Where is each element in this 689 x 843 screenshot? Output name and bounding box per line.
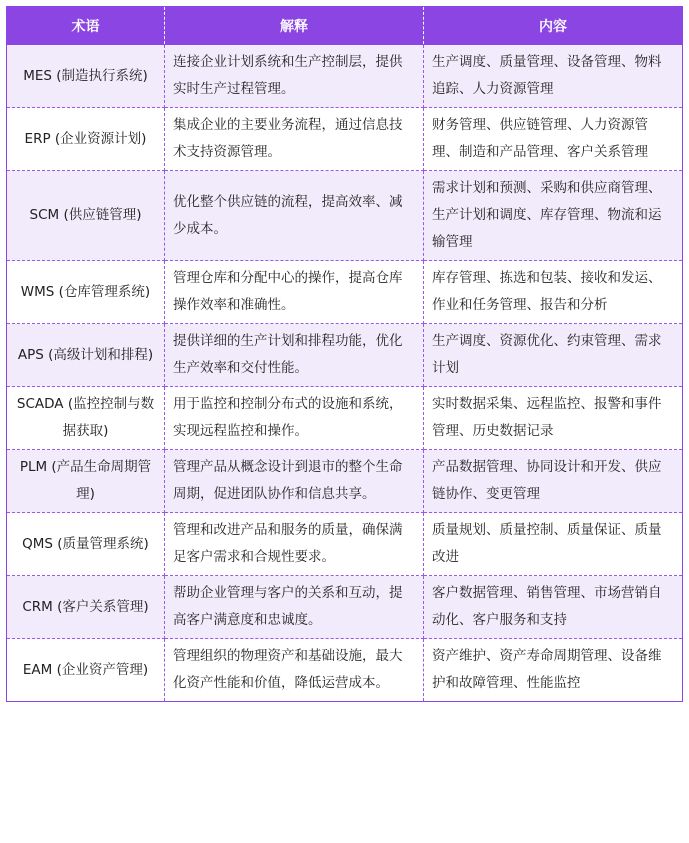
header-row — [7, 7, 683, 45]
term-cell: SCM (供应链管理) — [7, 171, 165, 261]
glossary-table — [6, 6, 683, 702]
table-row — [7, 45, 683, 108]
content-cell: 生产调度、质量管理、设备管理、物料追踪、人力资源管理 — [424, 45, 683, 108]
term-cell: SCADA (监控控制与数据获取) — [7, 387, 165, 450]
table-row — [7, 576, 683, 639]
explanation-cell: 集成企业的主要业务流程，通过信息技术支持资源管理。 — [165, 108, 424, 171]
content-cell: 需求计划和预测、采购和供应商管理、生产计划和调度、库存管理、物流和运输管理 — [424, 171, 683, 261]
term-cell: WMS (仓库管理系统) — [7, 261, 165, 324]
table-row — [7, 639, 683, 702]
explanation-cell: 连接企业计划系统和生产控制层，提供实时生产过程管理。 — [165, 45, 424, 108]
table-row — [7, 108, 683, 171]
content-cell: 产品数据管理、协同设计和开发、供应链协作、变更管理 — [424, 450, 683, 513]
content-cell: 生产调度、资源优化、约束管理、需求计划 — [424, 324, 683, 387]
term-cell: QMS (质量管理系统) — [7, 513, 165, 576]
table-header — [7, 7, 683, 45]
term-cell: ERP (企业资源计划) — [7, 108, 165, 171]
header-content: 内容 — [424, 7, 683, 45]
term-cell: EAM (企业资产管理) — [7, 639, 165, 702]
term-cell: CRM (客户关系管理) — [7, 576, 165, 639]
content-cell: 资产维护、资产寿命周期管理、设备维护和故障管理、性能监控 — [424, 639, 683, 702]
table-row — [7, 387, 683, 450]
content-cell: 客户数据管理、销售管理、市场营销自动化、客户服务和支持 — [424, 576, 683, 639]
table-row — [7, 261, 683, 324]
explanation-cell: 管理组织的物理资产和基础设施，最大化资产性能和价值，降低运营成本。 — [165, 639, 424, 702]
content-cell: 实时数据采集、远程监控、报警和事件管理、历史数据记录 — [424, 387, 683, 450]
term-cell: MES (制造执行系统) — [7, 45, 165, 108]
term-cell: PLM (产品生命周期管理) — [7, 450, 165, 513]
table-body — [7, 45, 683, 702]
table-row — [7, 513, 683, 576]
table-row — [7, 171, 683, 261]
explanation-cell: 提供详细的生产计划和排程功能，优化生产效率和交付性能。 — [165, 324, 424, 387]
header-term: 术语 — [7, 7, 165, 45]
explanation-cell: 帮助企业管理与客户的关系和互动，提高客户满意度和忠诚度。 — [165, 576, 424, 639]
content-cell: 财务管理、供应链管理、人力资源管理、制造和产品管理、客户关系管理 — [424, 108, 683, 171]
explanation-cell: 管理和改进产品和服务的质量，确保满足客户需求和合规性要求。 — [165, 513, 424, 576]
content-cell: 质量规划、质量控制、质量保证、质量改进 — [424, 513, 683, 576]
table-row — [7, 324, 683, 387]
content-cell: 库存管理、拣选和包装、接收和发运、作业和任务管理、报告和分析 — [424, 261, 683, 324]
explanation-cell: 管理产品从概念设计到退市的整个生命周期，促进团队协作和信息共享。 — [165, 450, 424, 513]
glossary-table-container — [6, 6, 682, 702]
explanation-cell: 优化整个供应链的流程，提高效率、减少成本。 — [165, 171, 424, 261]
explanation-cell: 管理仓库和分配中心的操作，提高仓库操作效率和准确性。 — [165, 261, 424, 324]
explanation-cell: 用于监控和控制分布式的设施和系统，实现远程监控和操作。 — [165, 387, 424, 450]
header-explanation: 解释 — [165, 7, 424, 45]
term-cell: APS (高级计划和排程) — [7, 324, 165, 387]
table-row — [7, 450, 683, 513]
